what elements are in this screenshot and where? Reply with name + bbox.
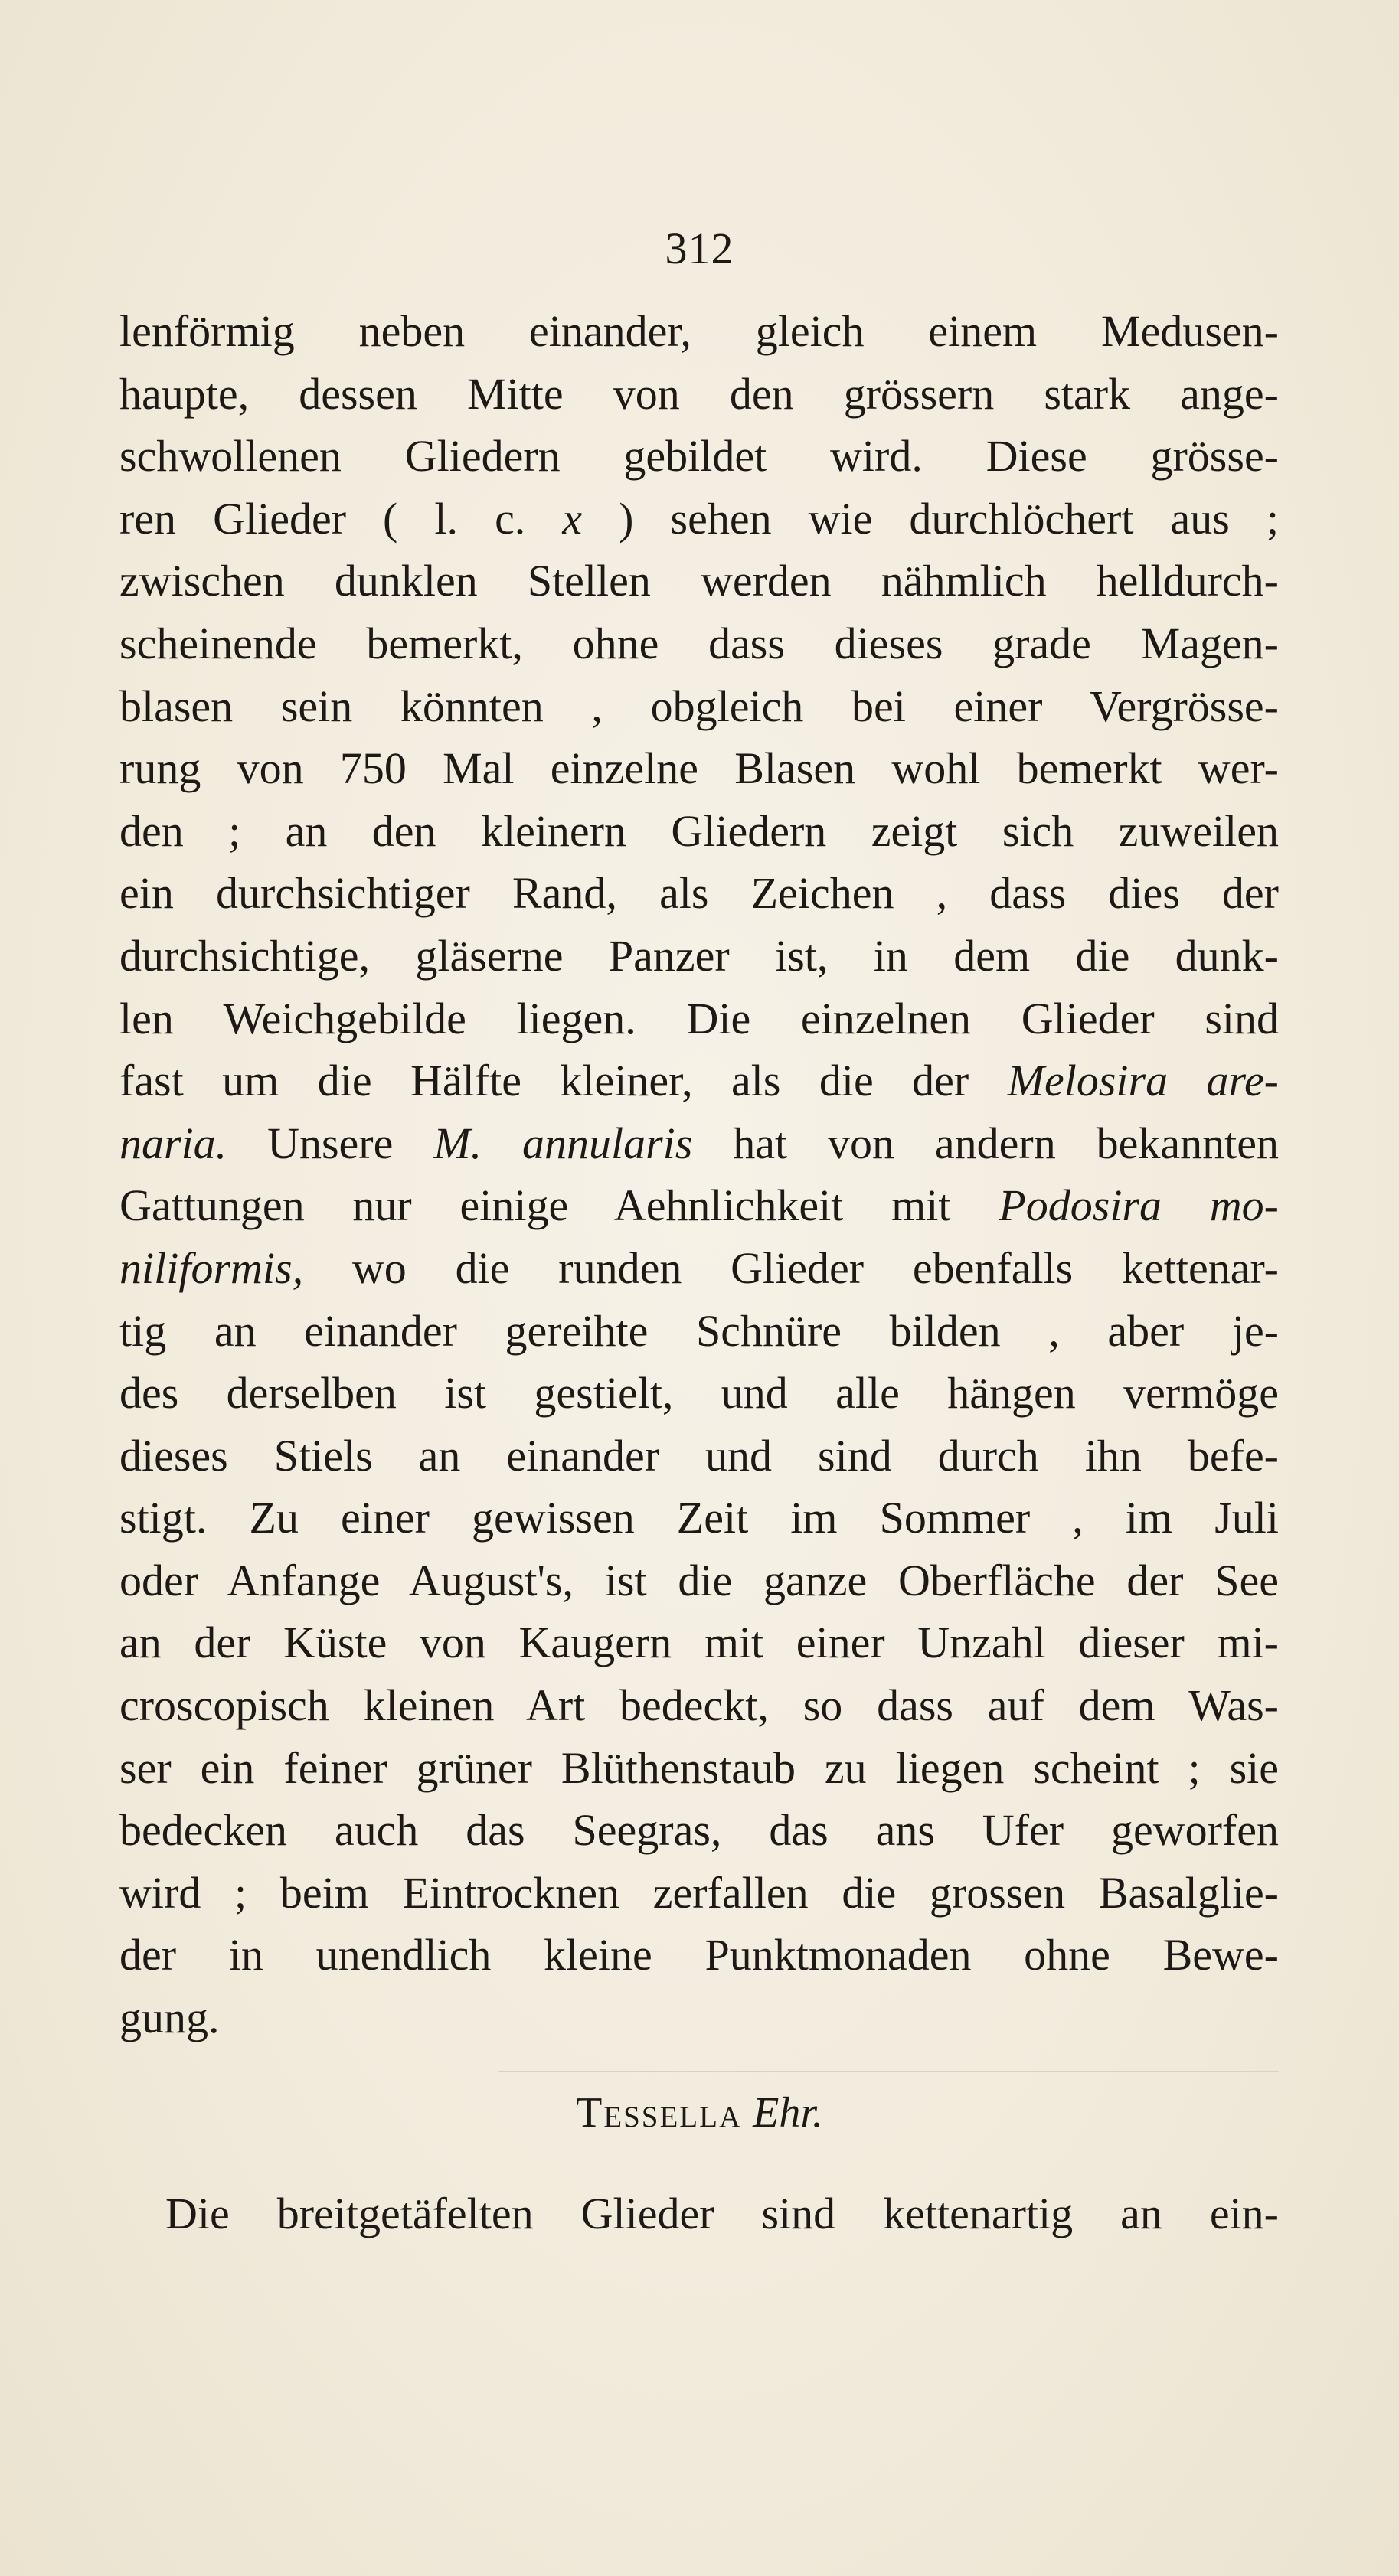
text-line: schwollenen Gliedern gebildet wird. Diese grösse-	[119, 431, 1279, 482]
text-line: croscopisch kleinen Art bedeckt, so dass auf dem Was-	[119, 1680, 1279, 1731]
genus-name: Tessella	[576, 2089, 743, 2137]
text-line: des derselben ist gestielt, und alle hängen vermöge	[119, 1368, 1279, 1419]
text-line: scheinende bemerkt, ohne dass dieses grade Magen-	[119, 618, 1279, 668]
text-line: stigt. Zu einer gewissen Zeit im Sommer , im Juli	[119, 1493, 1279, 1543]
page-number: 312	[665, 224, 734, 273]
text-line: zwischen dunklen Stellen werden nähmlich helldurch-	[119, 556, 1279, 606]
text-line: naria. Unsere M. annularis hat von andern bekannten	[119, 1118, 1279, 1168]
text-line: dieses Stiels an einander und sind durch ihn befe-	[119, 1430, 1279, 1481]
text-line: rung von 750 Mal einzelne Blasen wohl bemerkt wer-	[119, 743, 1279, 794]
text-line: blasen sein könnten , obgleich bei einer Vergrösse-	[119, 681, 1279, 731]
text-line: ren Glieder ( l. c. x ) sehen wie durchlöchert aus ;	[119, 493, 1279, 544]
text-line: den ; an den kleinern Gliedern zeigt sich zuweilen	[119, 805, 1279, 856]
text-line: gung.	[119, 1993, 220, 2043]
text-line: lenförmig neben einander, gleich einem Medusen-	[119, 306, 1279, 356]
section-heading	[0, 2082, 1399, 2143]
text-line: wird ; beim Eintrocknen zerfallen die grossen Basalglie-	[119, 1867, 1279, 1918]
text-line: der in unendlich kleine Punktmonaden ohne Bewe-	[119, 1930, 1279, 1980]
text-line: fast um die Hälfte kleiner, als die der Melosira are-	[119, 1056, 1279, 1106]
text-line: niliformis, wo die runden Glieder ebenfalls kettenar-	[119, 1242, 1279, 1293]
text-line: an der Küste von Kaugern mit einer Unzahl dieser mi-	[119, 1618, 1279, 1668]
text-line: tig an einander gereihte Schnüre bilden , aber je-	[119, 1305, 1279, 1356]
text-line: Gattungen nur einige Aehnlichkeit mit Podosira mo-	[119, 1180, 1279, 1231]
body-text	[119, 300, 1279, 2049]
text-line: oder Anfange August's, ist die ganze Oberfläche der See	[119, 1555, 1279, 1605]
genus-author: Ehr.	[753, 2089, 823, 2137]
text-line: len Weichgebilde liegen. Die einzelnen Glieder sind	[119, 993, 1279, 1043]
text-line: durchsichtige, gläserne Panzer ist, in dem die dunk-	[119, 930, 1279, 981]
text-line: haupte, dessen Mitte von den grössern stark ange-	[119, 368, 1279, 419]
text-line: ser ein feiner grüner Blüthenstaub zu liegen scheint ; sie	[119, 1742, 1279, 1793]
separator-rule	[498, 2071, 1279, 2072]
text-line: ein durchsichtiger Rand, als Zeichen , dass dies der	[119, 868, 1279, 919]
text-line: bedecken auch das Seegras, das ans Ufer geworfen	[119, 1805, 1279, 1856]
paragraph-first-line: Die breitgetäfelten Glieder sind kettenartig an ein-	[165, 2189, 1279, 2238]
